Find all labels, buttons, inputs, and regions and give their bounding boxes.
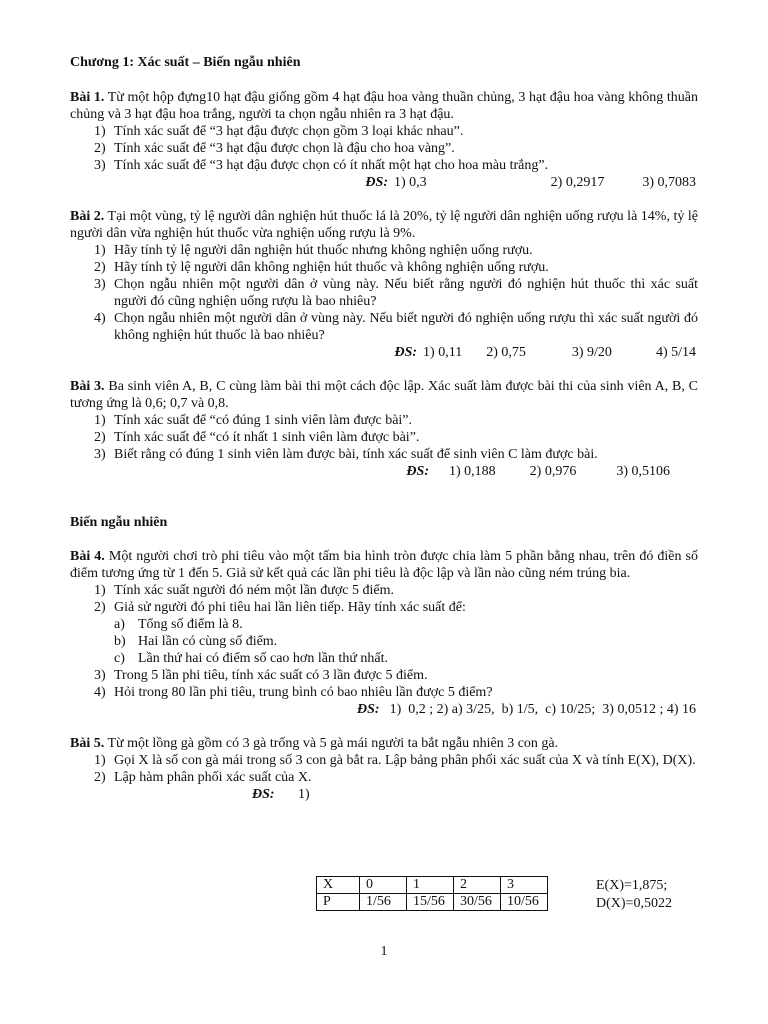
table-cell: 1 [407, 877, 454, 894]
answer-line [70, 174, 698, 191]
answer-value: 3) 0,7083 [642, 175, 696, 190]
item-list [70, 752, 698, 786]
section-title: Biến ngẫu nhiên [70, 515, 168, 530]
list-item: 2) Tính xác suất để “3 hạt đậu được chọn là đậu cho hoa vàng”. [94, 141, 455, 156]
answer-line [70, 701, 698, 718]
answer-value: 2) 0,976 [529, 464, 577, 479]
problem-label: Bài 3. [70, 379, 105, 394]
variance-value: D(X)=0,5022 [596, 896, 672, 911]
distribution-table [316, 876, 548, 911]
document-page [70, 54, 698, 820]
expected-value: E(X)=1,875; [596, 878, 668, 893]
sub-item-list [114, 616, 698, 667]
list-item: 3) Trong 5 lần phi tiêu, tính xác suất có 3 lần được 5 điểm. [94, 668, 428, 683]
answer-label: ĐS: [406, 464, 429, 479]
answer-value: 1) 0,3 [393, 175, 427, 190]
answer-value: 3) 0,5106 [616, 464, 670, 479]
list-item: 1) Tính xác suất để “có đúng 1 sinh viên làm được bài”. [94, 413, 413, 428]
answer-value: 2) 0,75 [486, 345, 526, 360]
problem-3 [70, 378, 698, 480]
list-item: 2) Lập hàm phân phối xác suất của X. [94, 770, 312, 785]
answer-line [70, 463, 698, 480]
answer-value: 3) 9/20 [571, 345, 612, 360]
item-list [70, 242, 698, 344]
answer-value: 4) 5/14 [655, 345, 696, 360]
problem-text: Tại một vùng, tỷ lệ người dân nghiện hút thuốc lá là 20%, tỷ lệ người dân nghiện uống rượu là 14%, tỷ lệ người dân vừa nghiện hút thuốc vừa nghiện uống rượu là 9%. [70, 209, 698, 241]
problem-label: Bài 5. [70, 736, 105, 751]
list-item: 1) Tính xác suất để “3 hạt đậu được chọn gồm 3 loại khác nhau”. [94, 124, 464, 139]
answer-label: ĐS: [394, 345, 418, 360]
problem-1 [70, 89, 698, 191]
problem-text: Từ một hộp đựng10 hạt đậu giống gồm 4 hạt đậu hoa vàng thuần chủng, 3 hạt đậu hoa vàng không thuần chủng và 3 hạt đậu hoa trắng, người ta chọn ngẫu nhiên ra 3 hạt đậu. [70, 90, 699, 122]
problem-label: Bài 4. [70, 549, 105, 564]
list-item: 1) Tính xác suất người đó ném một lần được 5 điểm. [94, 583, 394, 598]
table-cell: 1/56 [360, 894, 407, 911]
sub-item: a) Tổng số điểm là 8. [114, 617, 243, 632]
list-item: 2) Giả sử người đó phi tiêu hai lần liên tiếp. Hãy tính xác suất để: a) Tổng số điểm là 8. b) Hai lần có cùng số điểm. c) Lần thứ hai có điểm số cao hơn lần thứ nhất. [70, 599, 698, 667]
answer-value: 1) 0,2 ; 2) a) 3/25, b) 1/5, c) 10/25; 3) 0,0512 ; 4) 16 [389, 702, 696, 717]
list-item: 4) Hỏi trong 80 lần phi tiêu, trung bình có bao nhiêu lần được 5 điểm? [94, 685, 493, 700]
list-item: 3) Chọn ngẫu nhiên một người dân ở vùng này. Nếu biết rằng người đó nghiện hút thuốc thì xác suất người đó cũng nghiện uống rượu là bao nhiêu? [94, 277, 698, 309]
list-item: 1) Gọi X là số con gà mái trong số 3 con gà bắt ra. Lập bảng phân phối xác suất của X và tính E(X), D(X). [94, 753, 696, 768]
problem-text: Một người chơi trò phi tiêu vào một tấm bia hình tròn được chia làm 5 phần bằng nhau, trên đó điền số điểm tương ứng từ 1 đến 5. Giả sử kết quả các lần phi tiêu là độc lập và lần nào cũng ném trúng bia. [70, 549, 699, 581]
table-cell: 15/56 [407, 894, 454, 911]
problem-4 [70, 548, 698, 718]
item-list [70, 123, 698, 174]
table-row [317, 877, 548, 894]
page-number: 1 [380, 944, 388, 959]
list-item: 1) Hãy tính tỷ lệ người dân nghiện hút thuốc nhưng không nghiện uống rượu. [94, 243, 533, 258]
answer-label: ĐS: [365, 175, 388, 190]
answer-label: ĐS: [357, 702, 380, 717]
problem-text: Ba sinh viên A, B, C cùng làm bài thi một cách độc lập. Xác suất làm được bài thi của sinh viên A, B, C tương ứng là 0,6; 0,7 và 0,8. [70, 379, 699, 411]
answer-number: 1) [298, 787, 310, 802]
problem-5 [70, 735, 698, 803]
problem-2 [70, 208, 698, 361]
problem-label: Bài 1. [70, 90, 105, 105]
answer-value: 1) 0,188 [448, 464, 496, 479]
sub-item: b) Hai lần có cùng số điểm. [114, 634, 278, 649]
problem-label: Bài 2. [70, 209, 105, 224]
answer-label: ĐS: [252, 787, 275, 802]
table-row [317, 894, 548, 911]
answer-value: 1) 0,11 [423, 345, 463, 360]
table-cell: 2 [454, 877, 501, 894]
table-cell: P [317, 894, 360, 911]
table-cell: 30/56 [454, 894, 501, 911]
table-cell: 10/56 [501, 894, 548, 911]
list-item: 3) Tính xác suất để “3 hạt đậu được chọn có ít nhất một hạt cho hoa màu trắng”. [94, 158, 549, 173]
list-item: 3) Biết rằng có đúng 1 sinh viên làm được bài, tính xác suất để sinh viên C làm được bài. [94, 447, 598, 462]
list-item: 2) Hãy tính tỷ lệ người dân không nghiện hút thuốc và không nghiện uống rượu. [94, 260, 549, 275]
chapter-title: Chương 1: Xác suất – Biến ngẫu nhiên [70, 55, 301, 70]
answer-value: 2) 0,2917 [550, 175, 605, 190]
table-cell: X [317, 877, 360, 894]
table-cell: 3 [501, 877, 548, 894]
item-list [70, 412, 698, 463]
list-item: 2) Tính xác suất để “có ít nhất 1 sinh viên làm được bài”. [94, 430, 420, 445]
list-item: 4) Chọn ngẫu nhiên một người dân ở vùng này. Nếu biết người đó nghiện uống rượu thì xác suất người đó không nghiện hút thuốc là bao nhiêu? [94, 311, 698, 343]
problem-text: Từ một lồng gà gồm có 3 gà trống và 5 gà mái người ta bắt ngẫu nhiên 3 con gà. [107, 736, 559, 751]
answer-line [70, 344, 698, 361]
item-list [70, 582, 698, 701]
expectation-variance [596, 877, 672, 913]
table-cell: 0 [360, 877, 407, 894]
sub-item: c) Lần thứ hai có điểm số cao hơn lần thứ nhất. [114, 651, 389, 666]
answer-line [70, 786, 698, 803]
